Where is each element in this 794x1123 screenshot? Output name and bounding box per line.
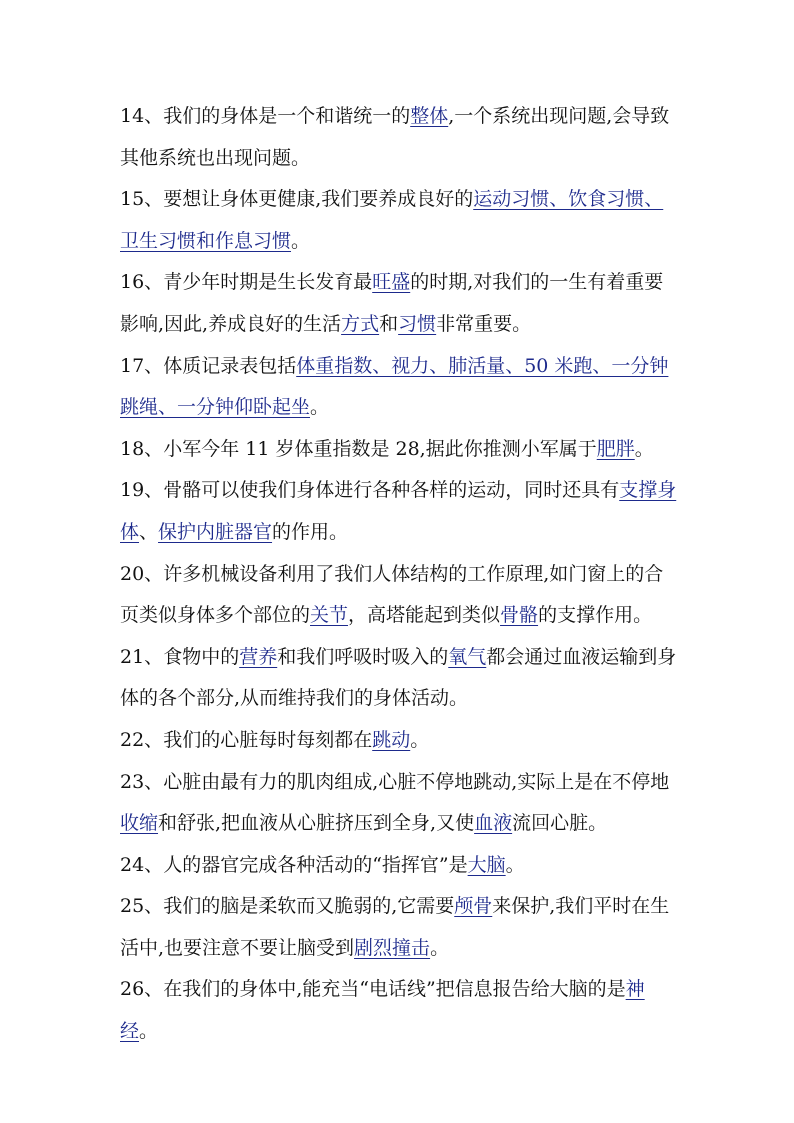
question-item: [120, 554, 680, 637]
answer-text: 整体: [410, 105, 449, 127]
question-number: 18、: [120, 437, 164, 460]
question-text: ,一个系统出现问题,会导致其他系统也出现问题。: [120, 105, 670, 169]
answer-text: 颅骨: [454, 895, 493, 918]
question-text: 和: [379, 312, 399, 335]
question-number: 26、: [120, 978, 164, 1001]
answer-text: 血液: [474, 812, 513, 835]
answer-text: 神经: [120, 978, 645, 1043]
question-text: 非常重要。: [436, 312, 532, 335]
question-text: 。: [291, 229, 311, 252]
document-page: [120, 96, 680, 1053]
answer-text: 跳动: [372, 728, 411, 751]
question-text: 许多机械设备利用了我们人体结构的工作原理,如门窗上的合页类似身体多个部位的: [120, 562, 664, 627]
question-number: 21、: [120, 645, 164, 668]
question-text: 青少年时期是生长发育最: [163, 271, 373, 294]
question-text: 流回心脏。: [512, 812, 608, 835]
answer-text: 运动习惯、饮食习惯、卫生习惯和作息习惯: [120, 188, 664, 252]
question-text: ，高塔能起到类似: [348, 604, 501, 627]
question-item: [120, 969, 680, 1052]
question-number: 19、: [120, 479, 164, 502]
question-text: 。: [430, 936, 450, 959]
answer-text: 营养: [239, 645, 278, 668]
answer-text: 旺盛: [372, 271, 411, 294]
question-text: 我们的身体是一个和谐统一的: [163, 105, 411, 127]
question-item: [120, 762, 680, 845]
question-text: 小军今年 11 岁体重指数是 28,据此你推测小军属于: [163, 437, 597, 460]
question-item: [120, 886, 680, 969]
question-text: 都会通过血液运输到身体的各个部分,从而维持我们的身体活动。: [120, 645, 677, 710]
question-text: 在我们的身体中,能充当“电话线”把信息报告给大脑的是: [163, 978, 626, 1001]
answer-text: 体重指数、视力、肺活量、50 米跑、一分钟跳绳、一分钟仰卧起坐: [120, 354, 669, 419]
question-item: [120, 637, 680, 720]
question-text: 人的器官完成各种活动的“指挥官”是: [163, 853, 468, 876]
question-item: [120, 179, 680, 262]
question-number: 25、: [120, 895, 164, 918]
question-item: [120, 720, 680, 762]
answer-text: 骨骼: [500, 604, 539, 627]
question-number: 24、: [120, 853, 164, 876]
question-text: 。: [310, 396, 330, 419]
question-text: 心脏由最有力的肌肉组成,心脏不停地跳动,实际上是在不停地: [163, 770, 670, 793]
question-text: 我们的心脏每时每刻都在: [163, 728, 373, 751]
question-text: 要想让身体更健康,我们要养成良好的: [163, 188, 474, 211]
answer-text: 氧气: [448, 645, 487, 668]
question-text: 和我们呼吸时吸入的: [277, 645, 449, 668]
question-number: 20、: [120, 562, 164, 585]
question-number: 15、: [120, 188, 164, 211]
answer-text: 肥胖: [596, 437, 635, 460]
question-item: [120, 346, 680, 429]
question-text: 的支撑作用。: [538, 604, 653, 627]
answer-text: 习惯: [398, 312, 437, 335]
question-list: [120, 96, 680, 1053]
question-text: 的作用。: [272, 520, 349, 543]
question-text: 体质记录表包括: [163, 354, 297, 377]
question-text: 。: [634, 437, 654, 460]
question-text: 、: [139, 520, 159, 543]
answer-text: 保护内脏器官: [158, 520, 273, 543]
question-text: 来保护,我们平时在生活中,也要注意不要让脑受到: [120, 895, 670, 959]
question-number: 16、: [120, 271, 164, 294]
question-text: 食物中的: [163, 645, 240, 668]
question-text: 骨骼可以使我们身体进行各种各样的运动，同时还具有: [163, 479, 620, 502]
question-text: 。: [139, 1020, 159, 1043]
answer-text: 关节: [310, 604, 349, 627]
question-item: [120, 96, 680, 179]
question-item: [120, 262, 680, 345]
question-text: 和舒张,把血液从心脏挤压到全身,又使: [158, 812, 475, 835]
question-text: 的时期,对我们的一生有着重要影响,因此,养成良好的生活: [120, 271, 664, 335]
question-text: 。: [505, 853, 525, 876]
answer-text: 剧烈撞击: [354, 936, 431, 959]
question-text: 。: [410, 728, 430, 751]
question-item: [120, 429, 680, 471]
question-number: 17、: [120, 354, 164, 377]
answer-text: 大脑: [467, 853, 506, 876]
question-item: [120, 470, 680, 553]
question-item: [120, 845, 680, 887]
question-number: 22、: [120, 728, 164, 751]
question-text: 我们的脑是柔软而又脆弱的,它需要: [163, 895, 455, 918]
answer-text: 收缩: [120, 812, 159, 835]
question-number: 23、: [120, 770, 164, 793]
answer-text: 方式: [341, 312, 380, 335]
answer-text: 支撑身体: [120, 479, 677, 543]
question-number: 14、: [120, 105, 164, 127]
